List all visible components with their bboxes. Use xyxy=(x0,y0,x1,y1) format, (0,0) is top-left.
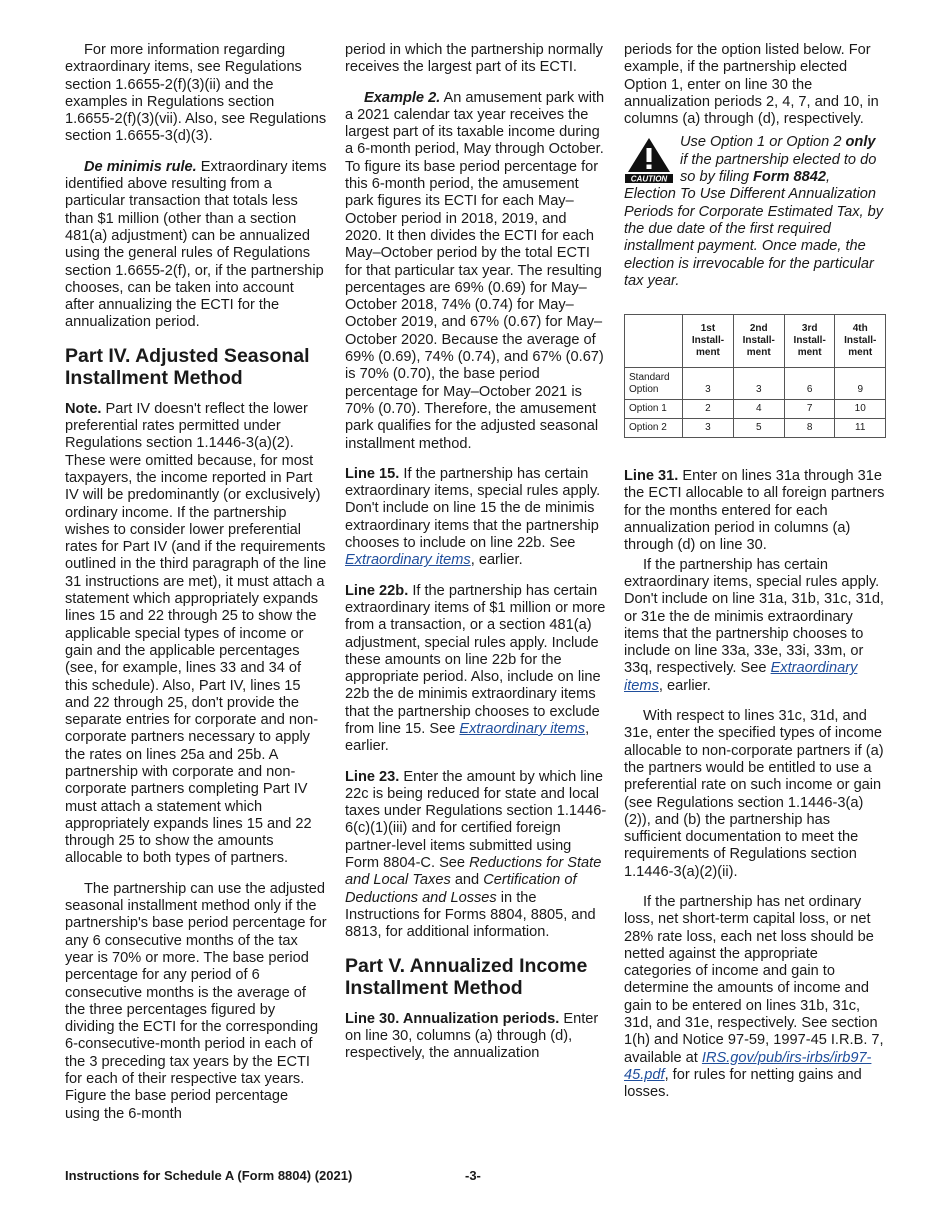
paragraph-extraordinary-info: For more information regarding extraordinary items, see Regulations section 1.6655-2(f)(3)(ii) and the examples in Regulations section 1.6655-2(f)(3)(vii). Also, see Regulations section 1.6655-3(d)(3). xyxy=(65,42,327,145)
table-cell: 5 xyxy=(733,419,784,438)
table-row xyxy=(625,400,886,419)
caution-form: Form 8842 xyxy=(753,169,827,186)
caution-icon xyxy=(624,136,674,184)
line-23-text-end: in the Instructions for Forms 8804, 8805, and 8813, for additional information. xyxy=(345,889,596,941)
footer-title: Instructions for Schedule A (Form 8804) (2021) xyxy=(65,1168,353,1183)
table-cell: 6 xyxy=(784,368,835,400)
table-row xyxy=(625,419,886,438)
caution-text-b: if the partnership elected to do so by filing xyxy=(680,151,877,186)
table-cell: 3 xyxy=(683,419,733,438)
note-label: Note. xyxy=(65,400,102,417)
table-header xyxy=(625,315,683,368)
line-30-text: Enter on line 30, columns (a) through (d), respectively, the annualization xyxy=(345,1010,599,1062)
paragraph-de-minimis xyxy=(65,159,327,332)
table-cell: 9 xyxy=(835,368,886,400)
table-cell-label: Option 2 xyxy=(625,419,683,438)
paragraph-base-period: The partnership can use the adjusted seasonal installment method only if the partnership's base period percentage for any 6 consecutive months of the tax year is 70% or more. The base period percentage for any period of 6 consecutive months is the average of the three percentages figured by dividing the ECTI for the corresponding 6-consecutive-month period in each of the 3 preceding tax years by the ECTI for each of their respective tax years. Figure the base period percentage using the 6-month xyxy=(65,880,327,1122)
caution-box xyxy=(624,134,886,290)
table-cell: 3 xyxy=(683,368,733,400)
line-23-and: and xyxy=(454,872,480,889)
line-31-extraordinary-end: , earlier. xyxy=(658,677,711,694)
table-cell: 7 xyxy=(784,400,835,419)
paragraph-line-31-extraordinary xyxy=(624,557,886,695)
line-22b-text: If the partnership has certain extraordinary items of $1 million or more from a transaction, or a section 481(a) adjustment, special rules apply. Include these amounts on line 22b for the appropriate period. Also, include on line 22b the de minimis extraordinary items that the partnership chooses to exclude from line 15. See xyxy=(345,582,606,737)
caution-text-c: , Election To Use Different Annualization Periods for Corporate Estimated Tax, by the due date of the first required installment payment. Once made, the election is irrevocable for the particular tax year. xyxy=(624,169,884,289)
column-3 xyxy=(624,42,886,1115)
caution-label: CAUTION xyxy=(630,174,668,184)
extraordinary-items-link[interactable]: Extraordinary items xyxy=(624,660,858,694)
column-2 xyxy=(345,42,607,1075)
paragraph-net-loss xyxy=(624,894,886,1102)
line-30-heading: Line 30. Annualization periods. xyxy=(345,1010,560,1027)
line-31-heading: Line 31. xyxy=(624,468,679,485)
part-iv-heading: Part IV. Adjusted Seasonal Installment Method xyxy=(65,344,310,389)
table-header: 2nd Install-ment xyxy=(733,315,784,368)
line-22b-heading: Line 22b. xyxy=(345,582,409,599)
extraordinary-items-link[interactable]: Extraordinary items xyxy=(459,720,586,737)
part-v-heading: Part V. Annualized Income Installment Method xyxy=(345,954,588,999)
paragraph-preferential-rate: With respect to lines 31c, 31d, and 31e, enter the specified types of income allocable to non-corporate partners if (a) the partners would be entitled to use a preferential rate on such income or gain (see Regulations section 1.1446-3(a)(2)), and (b) the partnership has sufficient documentation to meet the requirements of Regulations section 1.1446-3(a)(2)(ii). xyxy=(624,708,884,880)
paragraph-line-31 xyxy=(624,468,886,554)
line-31-text: Enter on lines 31a through 31e the ECTI allocable to all foreign partners for the months entered for each annualization period in columns (a) through (d) on line 30. xyxy=(624,468,885,554)
irs-pub-link[interactable]: IRS.gov/pub/irs-irbs/irb97-45.pdf xyxy=(624,1049,872,1083)
note-text: Part IV doesn't reflect the lower preferential rates permitted under Regulations section 1.1446-3(a)(2). These were omitted because, for most taxpayers, the income reported in Part IV will be predominantly (or exclusively) ordinary income. If the partnership wishes to consider lower preferential rates for Part IV (and if the requirements outlined in the third paragraph of the line 31 instructions are met), it must attach a statement which appropriately expands lines 15 and 22 through 25 to show the applicable special types of income or gain and the applicable percentages (see, for example, lines 33 and 34 of this schedule). Also, Part IV, lines 15 and 22 through 25, don't provide the separate entries for corporate and non-corporate partners necessary to apply the rates on lines 25a and 25b. A partnership with corporate and non-corporate partners completing Part IV must attach a statement which appropriately expands lines 15 and 22 through 25 to show the amounts allocable to both types of partners. xyxy=(65,400,327,867)
table-cell: 3 xyxy=(733,368,784,400)
example-2-heading: Example 2. xyxy=(364,89,441,106)
table-row xyxy=(625,368,886,400)
line-31-extraordinary-text: If the partnership has certain extraordinary items, special rules apply. Don't include on line 31a, 31b, 31c, 31d, or 31e the de minimis extraordinary items that the partnership chooses to include on line 33a, 33e, 33i, 33m, or 33q, respectively. See xyxy=(624,556,884,677)
paragraph-line-30 xyxy=(345,1011,607,1063)
caution-text-a: Use Option 1 or Option 2 xyxy=(680,134,842,151)
de-minimis-heading: De minimis rule. xyxy=(84,158,197,175)
line-22b-end: , earlier. xyxy=(345,720,590,755)
paragraph-line-22b xyxy=(345,583,607,756)
table-cell-label: Standard Option xyxy=(625,368,683,400)
table-header: 1st Install-ment xyxy=(683,315,733,368)
paragraph-continuation: period in which the partnership normally receives the largest part of its ECTI. xyxy=(345,42,603,76)
table-cell: 10 xyxy=(835,400,886,419)
paragraph-options: periods for the option listed below. For example, if the partnership elected Option 1, enter on line 30 the annualization periods 2, 4, 7, and 10, in columns (a) through (d), respectively. xyxy=(624,42,879,128)
net-loss-text: If the partnership has net ordinary loss, net short-term capital loss, or net 28% rate loss, each net loss should be netted against the appropriate categories of income and gain to determine the amounts of income and gain to be entered on lines 31b, 31c, 31d, and 31e, respectively. See section 1(h) and Notice 97-59, 1997-45 I.R.B. 7, available at xyxy=(624,893,884,1066)
line-23-heading: Line 23. xyxy=(345,768,400,785)
table-header: 4th Install-ment xyxy=(835,315,886,368)
annualization-options-table xyxy=(624,314,886,438)
table-cell: 8 xyxy=(784,419,835,438)
table-cell: 4 xyxy=(733,400,784,419)
table-header: 3rd Install-ment xyxy=(784,315,835,368)
paragraph-example-2 xyxy=(345,90,607,453)
line-15-heading: Line 15. xyxy=(345,465,400,482)
caution-only: only xyxy=(845,134,876,151)
page-number: -3- xyxy=(465,1168,481,1183)
de-minimis-text: Extraordinary items identified above resulting from a particular transaction that totals less than $1 million (other than a section 481(a) adjustment) can be annualized using the general rules of Regulations section 1.6655-2(f), or, if the partnership chooses, can be taken into account after annualizing the ECTI for the annualization period. xyxy=(65,158,327,331)
example-2-text: An amusement park with a 2021 calendar tax year receives the largest part of its taxable income during a 6-month period, May through October. To figure its base period percentage for this 6-month period, the amusement park figures its ECTI for each May–October period in 2018, 2019, and 2020. It then divides the ECTI for each May–October period by the total ECTI for that particular tax year. The resulting percentages are 69% (0.69) for May–October 2018, 74% (0.74) for May–October 2019, and 67% (0.67) for May–October 2020. Because the average of 69% (0.69), 74% (0.74), and 67% (0.67) is 70% (0.70), the base period percentage for May–October 2021 is 70% (0.70). Therefore, the amusement park qualifies for the adjusted seasonal installment method. xyxy=(345,89,605,452)
line-23-reference-2: Certification of Deductions and Losses xyxy=(345,872,577,906)
line-23-reference-1: Reductions for State and Local Taxes xyxy=(345,855,602,889)
line-23-text: Enter the amount by which line 22c is being reduced for state and local taxes under Regulations section 1.1446-6(c)(1)(iii) and for certified foreign partner-level items submitted using Form 8804-C. See xyxy=(345,768,607,872)
line-15-text: If the partnership has certain extraordinary items, special rules apply. Don't include on line 15 the de minimis extraordinary items that the partnership chooses to include on line 22b. See xyxy=(345,465,601,552)
line-15-end: , earlier. xyxy=(470,552,523,569)
table-header-row xyxy=(625,315,886,368)
paragraph-note xyxy=(65,401,327,868)
net-loss-end: , for rules for netting gains and losses. xyxy=(624,1066,862,1101)
table-cell: 11 xyxy=(835,419,886,438)
table-cell: 2 xyxy=(683,400,733,419)
extraordinary-items-link[interactable]: Extraordinary items xyxy=(345,552,471,569)
paragraph-line-15 xyxy=(345,466,607,570)
table-cell-label: Option 1 xyxy=(625,400,683,419)
column-1 xyxy=(65,42,327,1136)
paragraph-line-23 xyxy=(345,769,607,942)
